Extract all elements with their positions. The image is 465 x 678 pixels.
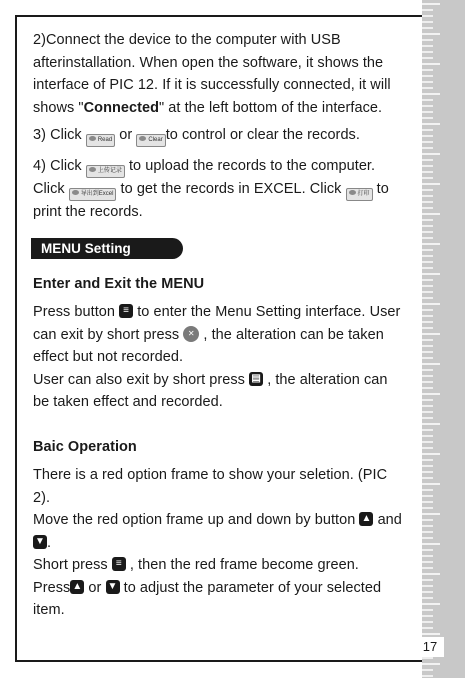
exit-short-press-suffix: , the alteration can be taken effect but not recorded. [33,326,384,365]
heading-enter-exit-menu: Enter and Exit the MENU [33,275,205,292]
export-excel-button-icon: 导出到Excel [69,188,117,201]
adjust-suffix: to adjust the parameter of your selected item. [33,579,382,618]
read-clear-prefix: 3) Click [33,127,82,143]
excel-mid-text: to get the records in EXCEL. Click [120,181,342,197]
exit-save-suffix: , the alteration can be taken effect and recorded. [33,371,388,410]
esc-key-icon: ✕ [183,326,199,342]
upload-mid-text: to upload the records to the computer. Click [33,158,376,197]
move-frame-end: . [47,534,52,551]
ruler-ticks [422,0,465,678]
menu-key-icon: ≡ [112,557,126,571]
down-key-icon: ▼ [106,580,120,594]
page-edge-ruler [422,0,465,678]
print-suffix: to print the records. [33,181,389,220]
read-button-icon: Read [86,134,115,147]
document-body [33,29,405,622]
menu-key-icon: ≡ [119,304,133,318]
paragraph-enter-exit [33,301,405,414]
short-press-suffix: , then the red frame become green. [129,557,359,573]
or-word-2: or [88,579,102,596]
read-clear-suffix: to control or clear the records. [165,127,360,143]
short-press-prefix: Short press [33,557,108,573]
paragraph-basic-operation [33,464,405,622]
heading-basic-operation: Baic Operation [33,438,137,455]
red-frame-text: There is a red option frame to show your seletion. (PIC 2). [33,467,388,506]
paragraph-upload-export [33,155,405,224]
upload-prefix: 4) Click [33,158,82,174]
paragraph-read-clear [33,124,405,147]
up-key-icon: ▲ [70,580,84,594]
paragraph-connect [33,29,405,119]
save-key-icon: ▤ [249,372,263,386]
connected-status-word: Connected [83,99,160,116]
exit-save-prefix: User can also exit by short press [33,371,245,388]
print-button-icon: 打印 [346,188,373,201]
enter-menu-suffix: to enter the Menu Setting interface. [137,304,366,320]
page-number: 17 [416,637,444,657]
or-word: or [119,127,133,143]
clear-button-icon: Clear [136,134,165,147]
connect-tail: " at the left bottom of the interface. [159,99,383,116]
upload-records-button-icon: 上传记录 [86,165,125,178]
adjust-prefix: Press [33,579,71,596]
move-frame-prefix: Move the red option frame up and down by button [33,512,356,528]
down-key-icon: ▼ [33,535,47,549]
up-key-icon: ▲ [359,512,373,526]
connect-text: 2)Connect the device to the computer with USB afterinstallation. When open the software, it shows the interface of PIC 12. If it is successfully connected, it will shows " [33,32,391,116]
enter-menu-prefix: Press button [33,304,116,320]
and-word: and [377,512,402,528]
section-title-menu-setting: MENU Setting [31,238,183,259]
exit-short-press-prefix: User can exit by short press [33,304,401,343]
